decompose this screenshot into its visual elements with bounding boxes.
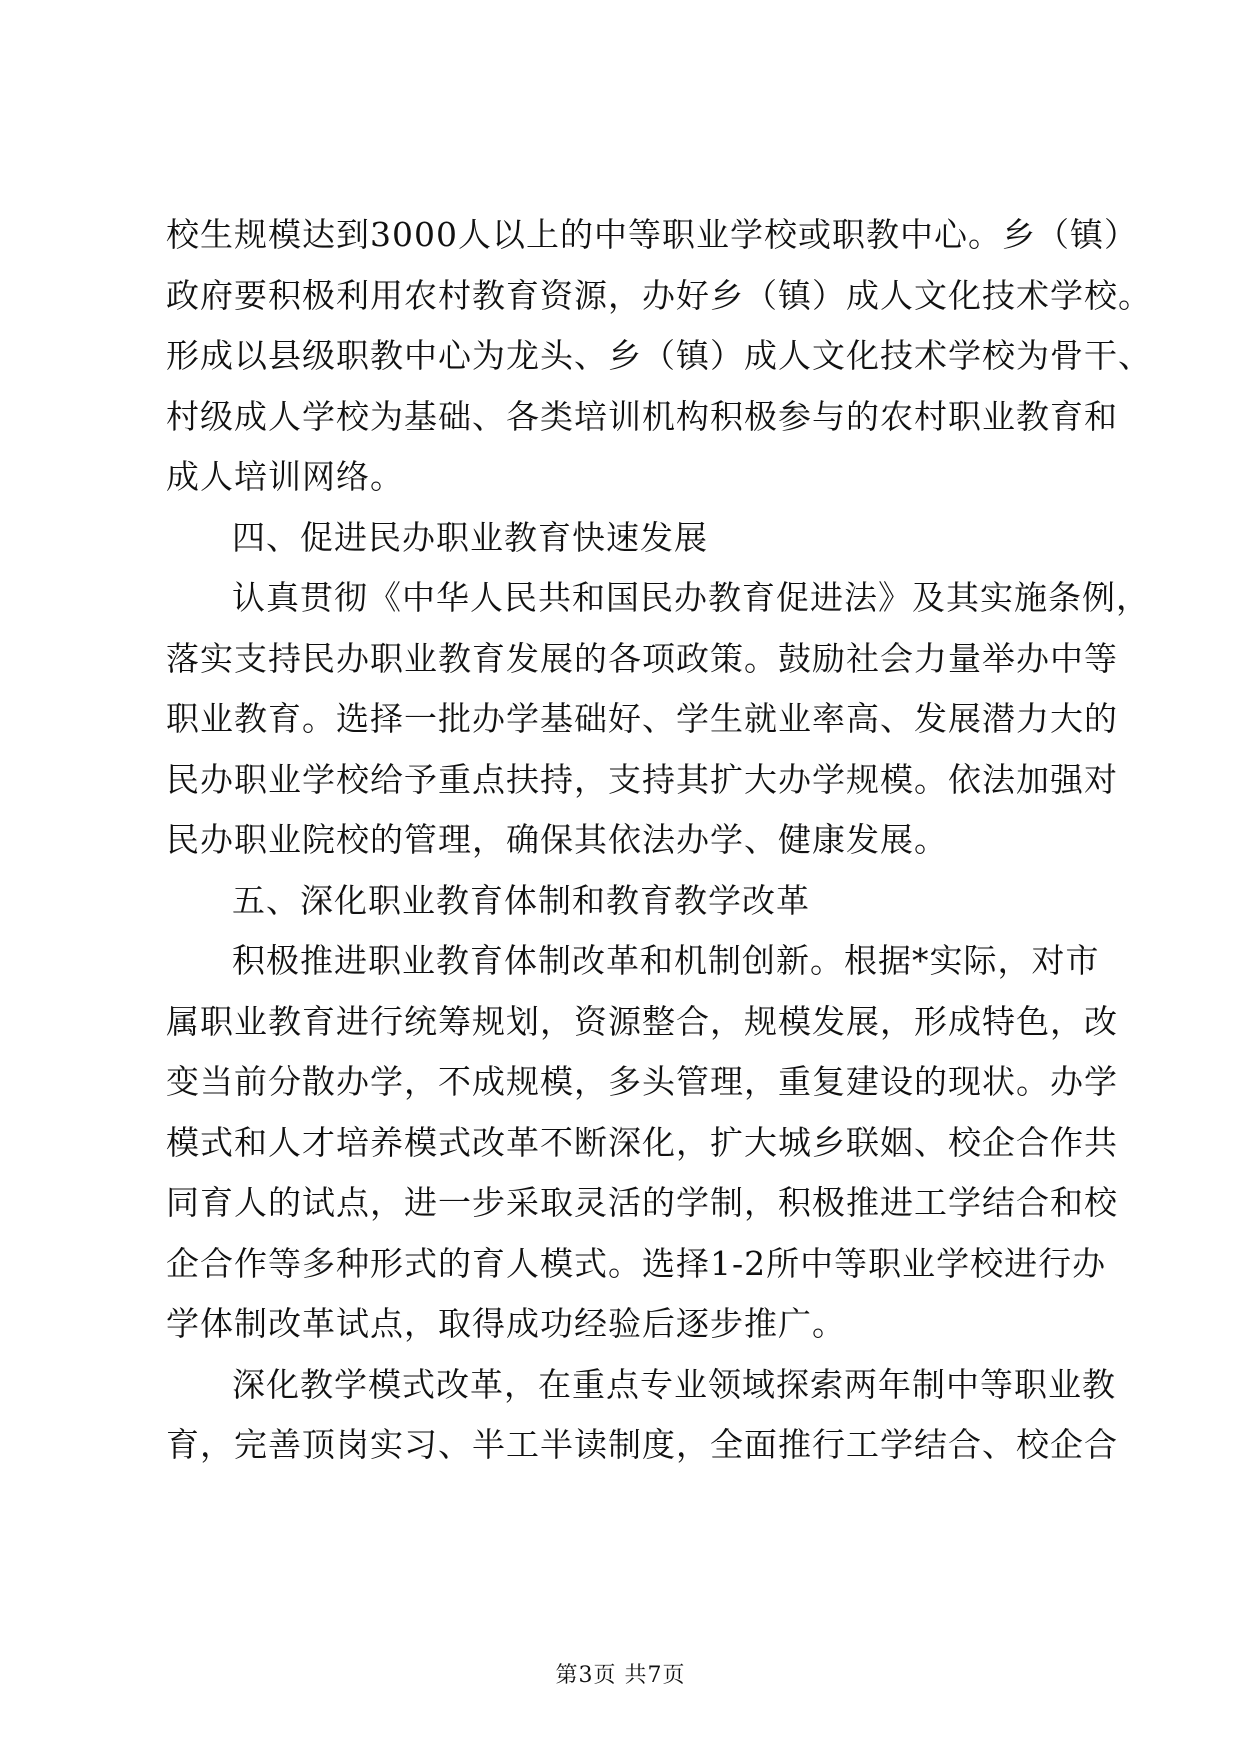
text-line: 职业教育。选择一批办学基础好、学生就业率高、发展潜力大的 <box>166 699 1118 738</box>
text-line: 企合作等多种形式的育人模式。选择1-2所中等职业学校进行办 <box>166 1243 1107 1283</box>
text-line: 属职业教育进行统筹规划，资源整合，规模发展，形成特色，改 <box>166 1001 1118 1041</box>
text-line: 落实支持民办职业教育发展的各项政策。鼓励社会力量举办中等 <box>166 638 1118 678</box>
text-line: 模式和人才培养模式改革不断深化，扩大城乡联姻、校企合作共 <box>166 1122 1118 1162</box>
text-line: 同育人的试点，进一步采取灵活的学制，积极推进工学结合和校 <box>166 1183 1118 1222</box>
text-line: 形成以县级职教中心为龙头、乡（镇）成人文化技术学校为骨干、 <box>166 336 1152 375</box>
text-line: 积极推进职业教育体制改革和机制创新。根据*实际，对市 <box>232 941 1100 980</box>
text-line: 变当前分散办学，不成规模，多头管理，重复建设的现状。办学 <box>166 1062 1118 1101</box>
text-line: 村级成人学校为基础、各类培训机构积极参与的农村职业教育和 <box>166 396 1118 436</box>
text-line: 民办职业学校给予重点扶持，支持其扩大办学规模。依法加强对 <box>166 759 1118 799</box>
text-line: 成人培训网络。 <box>166 457 404 496</box>
text-line: 深化教学模式改革，在重点专业领域探索两年制中等职业教 <box>232 1364 1116 1404</box>
section-heading: 四、促进民办职业教育快速发展 <box>232 517 708 557</box>
section-heading: 五、深化职业教育体制和教育教学改革 <box>232 880 810 920</box>
text-line: 政府要积极利用农村教育资源，办好乡（镇）成人文化技术学校。 <box>166 275 1152 315</box>
document-body <box>166 205 1152 1476</box>
text-line: 校生规模达到3000人以上的中等职业学校或职教中心。乡（镇） <box>166 215 1138 254</box>
text-line: 认真贯彻《中华人民共和国民办教育促进法》及其实施条例， <box>232 578 1150 617</box>
text-line: 民办职业院校的管理，确保其依法办学、健康发展。 <box>166 820 948 859</box>
text-line: 育，完善顶岗实习、半工半读制度，全面推行工学结合、校企合 <box>166 1425 1118 1464</box>
page-number: 第3页 共7页 <box>555 1663 686 1688</box>
text-line: 学体制改革试点，取得成功经验后逐步推广。 <box>166 1304 846 1343</box>
